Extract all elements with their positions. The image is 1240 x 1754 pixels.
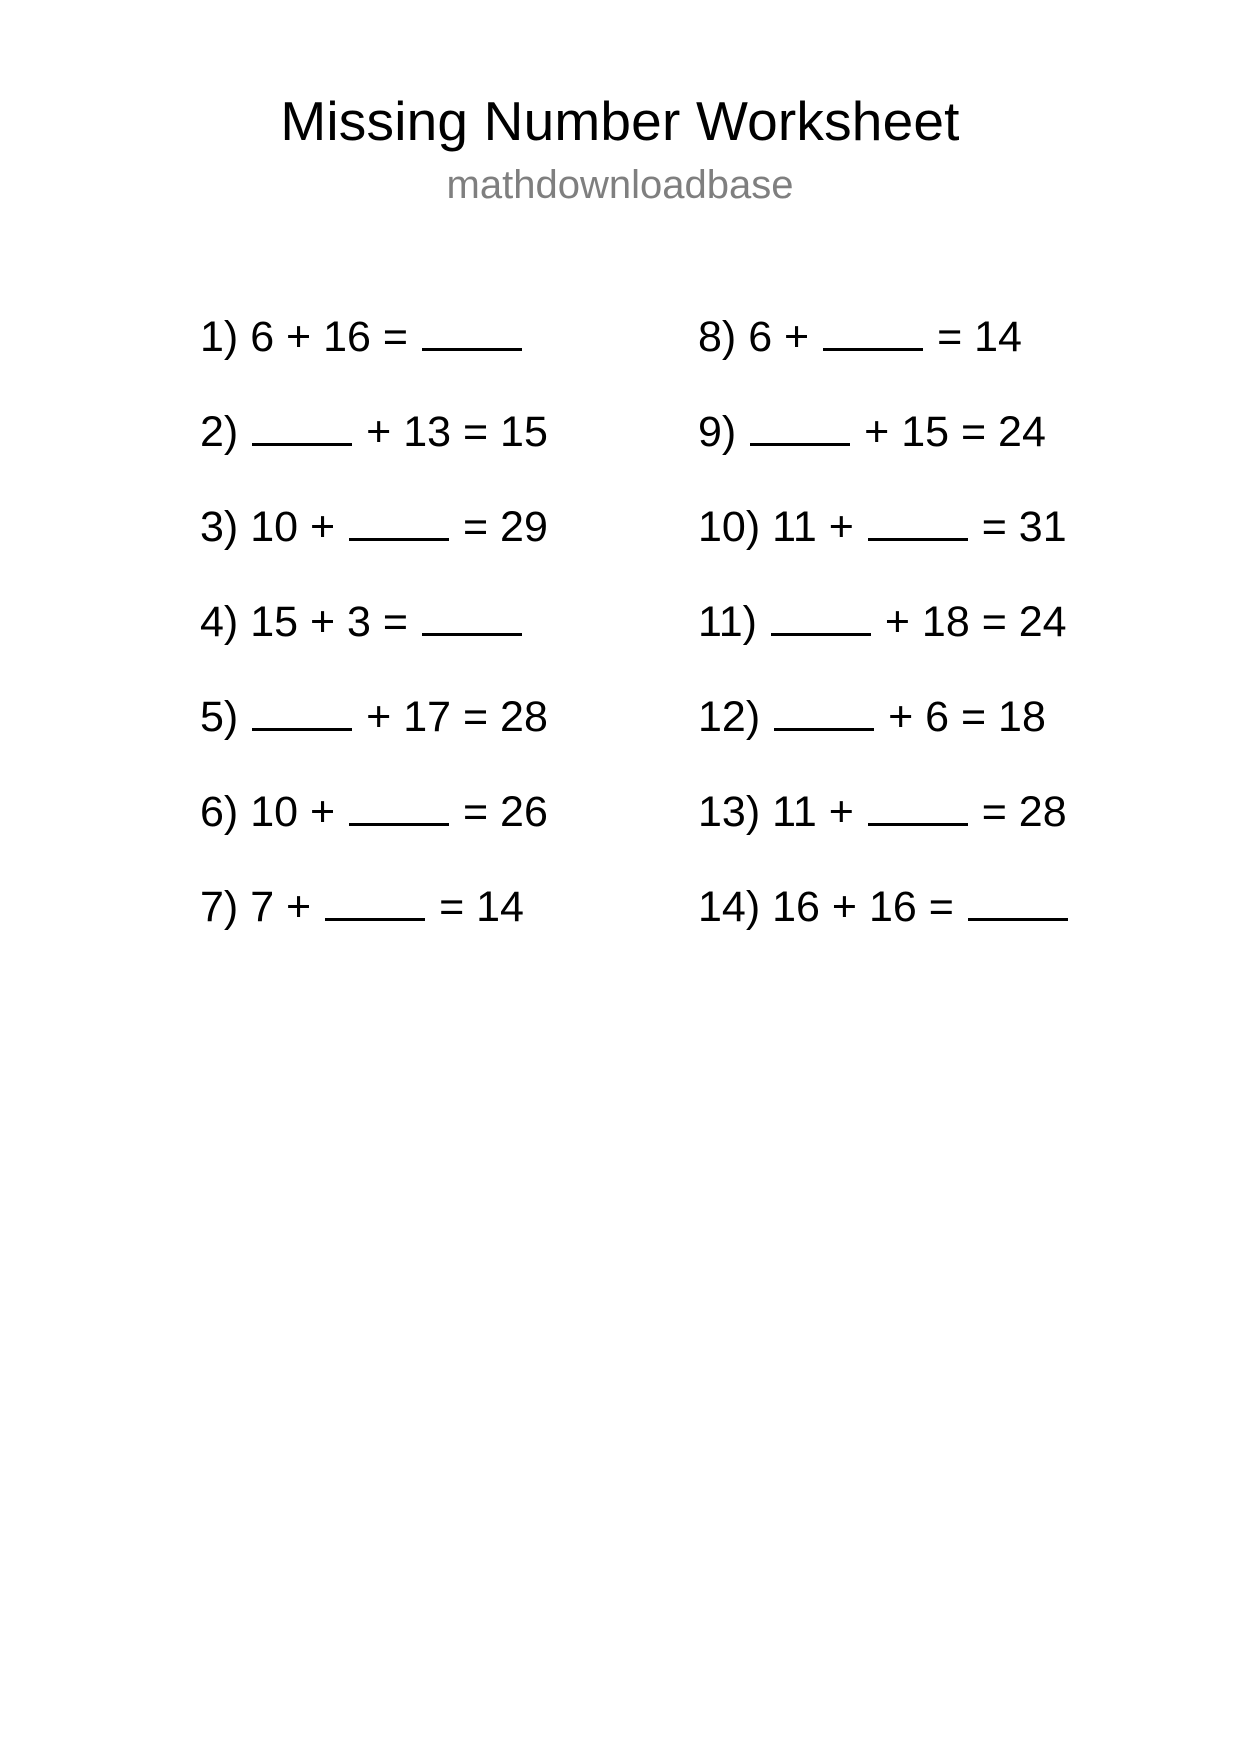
problem-number: 10): [698, 503, 761, 551]
problem-number: 1): [200, 313, 239, 361]
answer-blank[interactable]: [252, 403, 352, 446]
problem-after: + 13 = 15: [366, 408, 548, 456]
problem-12: [698, 688, 1070, 783]
problem-after: + 18 = 24: [884, 598, 1067, 646]
problem-before: 16 + 16 =: [772, 883, 954, 931]
problem-number: 3): [200, 503, 239, 551]
problem-number: 2): [200, 408, 239, 456]
answer-blank[interactable]: [750, 403, 850, 446]
answer-blank[interactable]: [422, 593, 522, 636]
answer-blank[interactable]: [823, 308, 923, 351]
problem-11: [698, 593, 1070, 688]
problem-7: [200, 878, 548, 973]
problem-before: 7 +: [250, 883, 312, 931]
answer-blank[interactable]: [868, 498, 968, 541]
answer-blank[interactable]: [325, 878, 425, 921]
problem-4: [200, 593, 548, 688]
problem-after: + 15 = 24: [864, 408, 1046, 456]
answer-blank[interactable]: [968, 878, 1068, 921]
answer-blank[interactable]: [252, 688, 352, 731]
answer-blank[interactable]: [774, 688, 874, 731]
page-title: Missing Number Worksheet: [280, 90, 960, 152]
answer-blank[interactable]: [868, 783, 968, 826]
problem-2: [200, 403, 548, 498]
problem-number: 11): [698, 598, 757, 646]
problem-6: [200, 783, 548, 878]
problem-number: 14): [698, 883, 761, 931]
problem-number: 6): [200, 788, 239, 836]
problem-14: [698, 878, 1070, 973]
answer-blank[interactable]: [771, 593, 871, 636]
problem-number: 8): [698, 313, 737, 361]
problem-number: 7): [200, 883, 239, 931]
problem-after: + 6 = 18: [888, 693, 1046, 741]
problem-after: = 14: [937, 313, 1022, 361]
problem-before: 11 +: [772, 788, 854, 836]
problem-10: [698, 498, 1070, 593]
problem-5: [200, 688, 548, 783]
problem-before: 10 +: [250, 503, 336, 551]
problem-3: [200, 498, 548, 593]
problem-13: [698, 783, 1070, 878]
page-subtitle: mathdownloadbase: [446, 163, 794, 207]
answer-blank[interactable]: [349, 498, 449, 541]
problems-left-column: [200, 308, 548, 973]
problem-number: 5): [200, 693, 239, 741]
answer-blank[interactable]: [349, 783, 449, 826]
problem-before: 11 +: [772, 503, 854, 551]
problem-after: = 29: [462, 503, 548, 551]
problem-before: 10 +: [250, 788, 336, 836]
problem-before: 15 + 3 =: [250, 598, 408, 646]
problem-number: 4): [200, 598, 239, 646]
answer-blank[interactable]: [422, 308, 522, 351]
problem-after: = 14: [439, 883, 524, 931]
problem-after: = 26: [462, 788, 548, 836]
problem-9: [698, 403, 1070, 498]
problem-after: + 17 = 28: [366, 693, 548, 741]
problems-right-column: [698, 308, 1070, 973]
problem-number: 9): [698, 408, 737, 456]
problem-number: 12): [698, 693, 761, 741]
problem-1: [200, 308, 548, 403]
problem-number: 13): [698, 788, 761, 836]
problem-after: = 31: [981, 503, 1067, 551]
problem-8: [698, 308, 1070, 403]
problem-before: 6 + 16 =: [250, 313, 408, 361]
problem-after: = 28: [981, 788, 1067, 836]
problem-before: 6 +: [748, 313, 810, 361]
